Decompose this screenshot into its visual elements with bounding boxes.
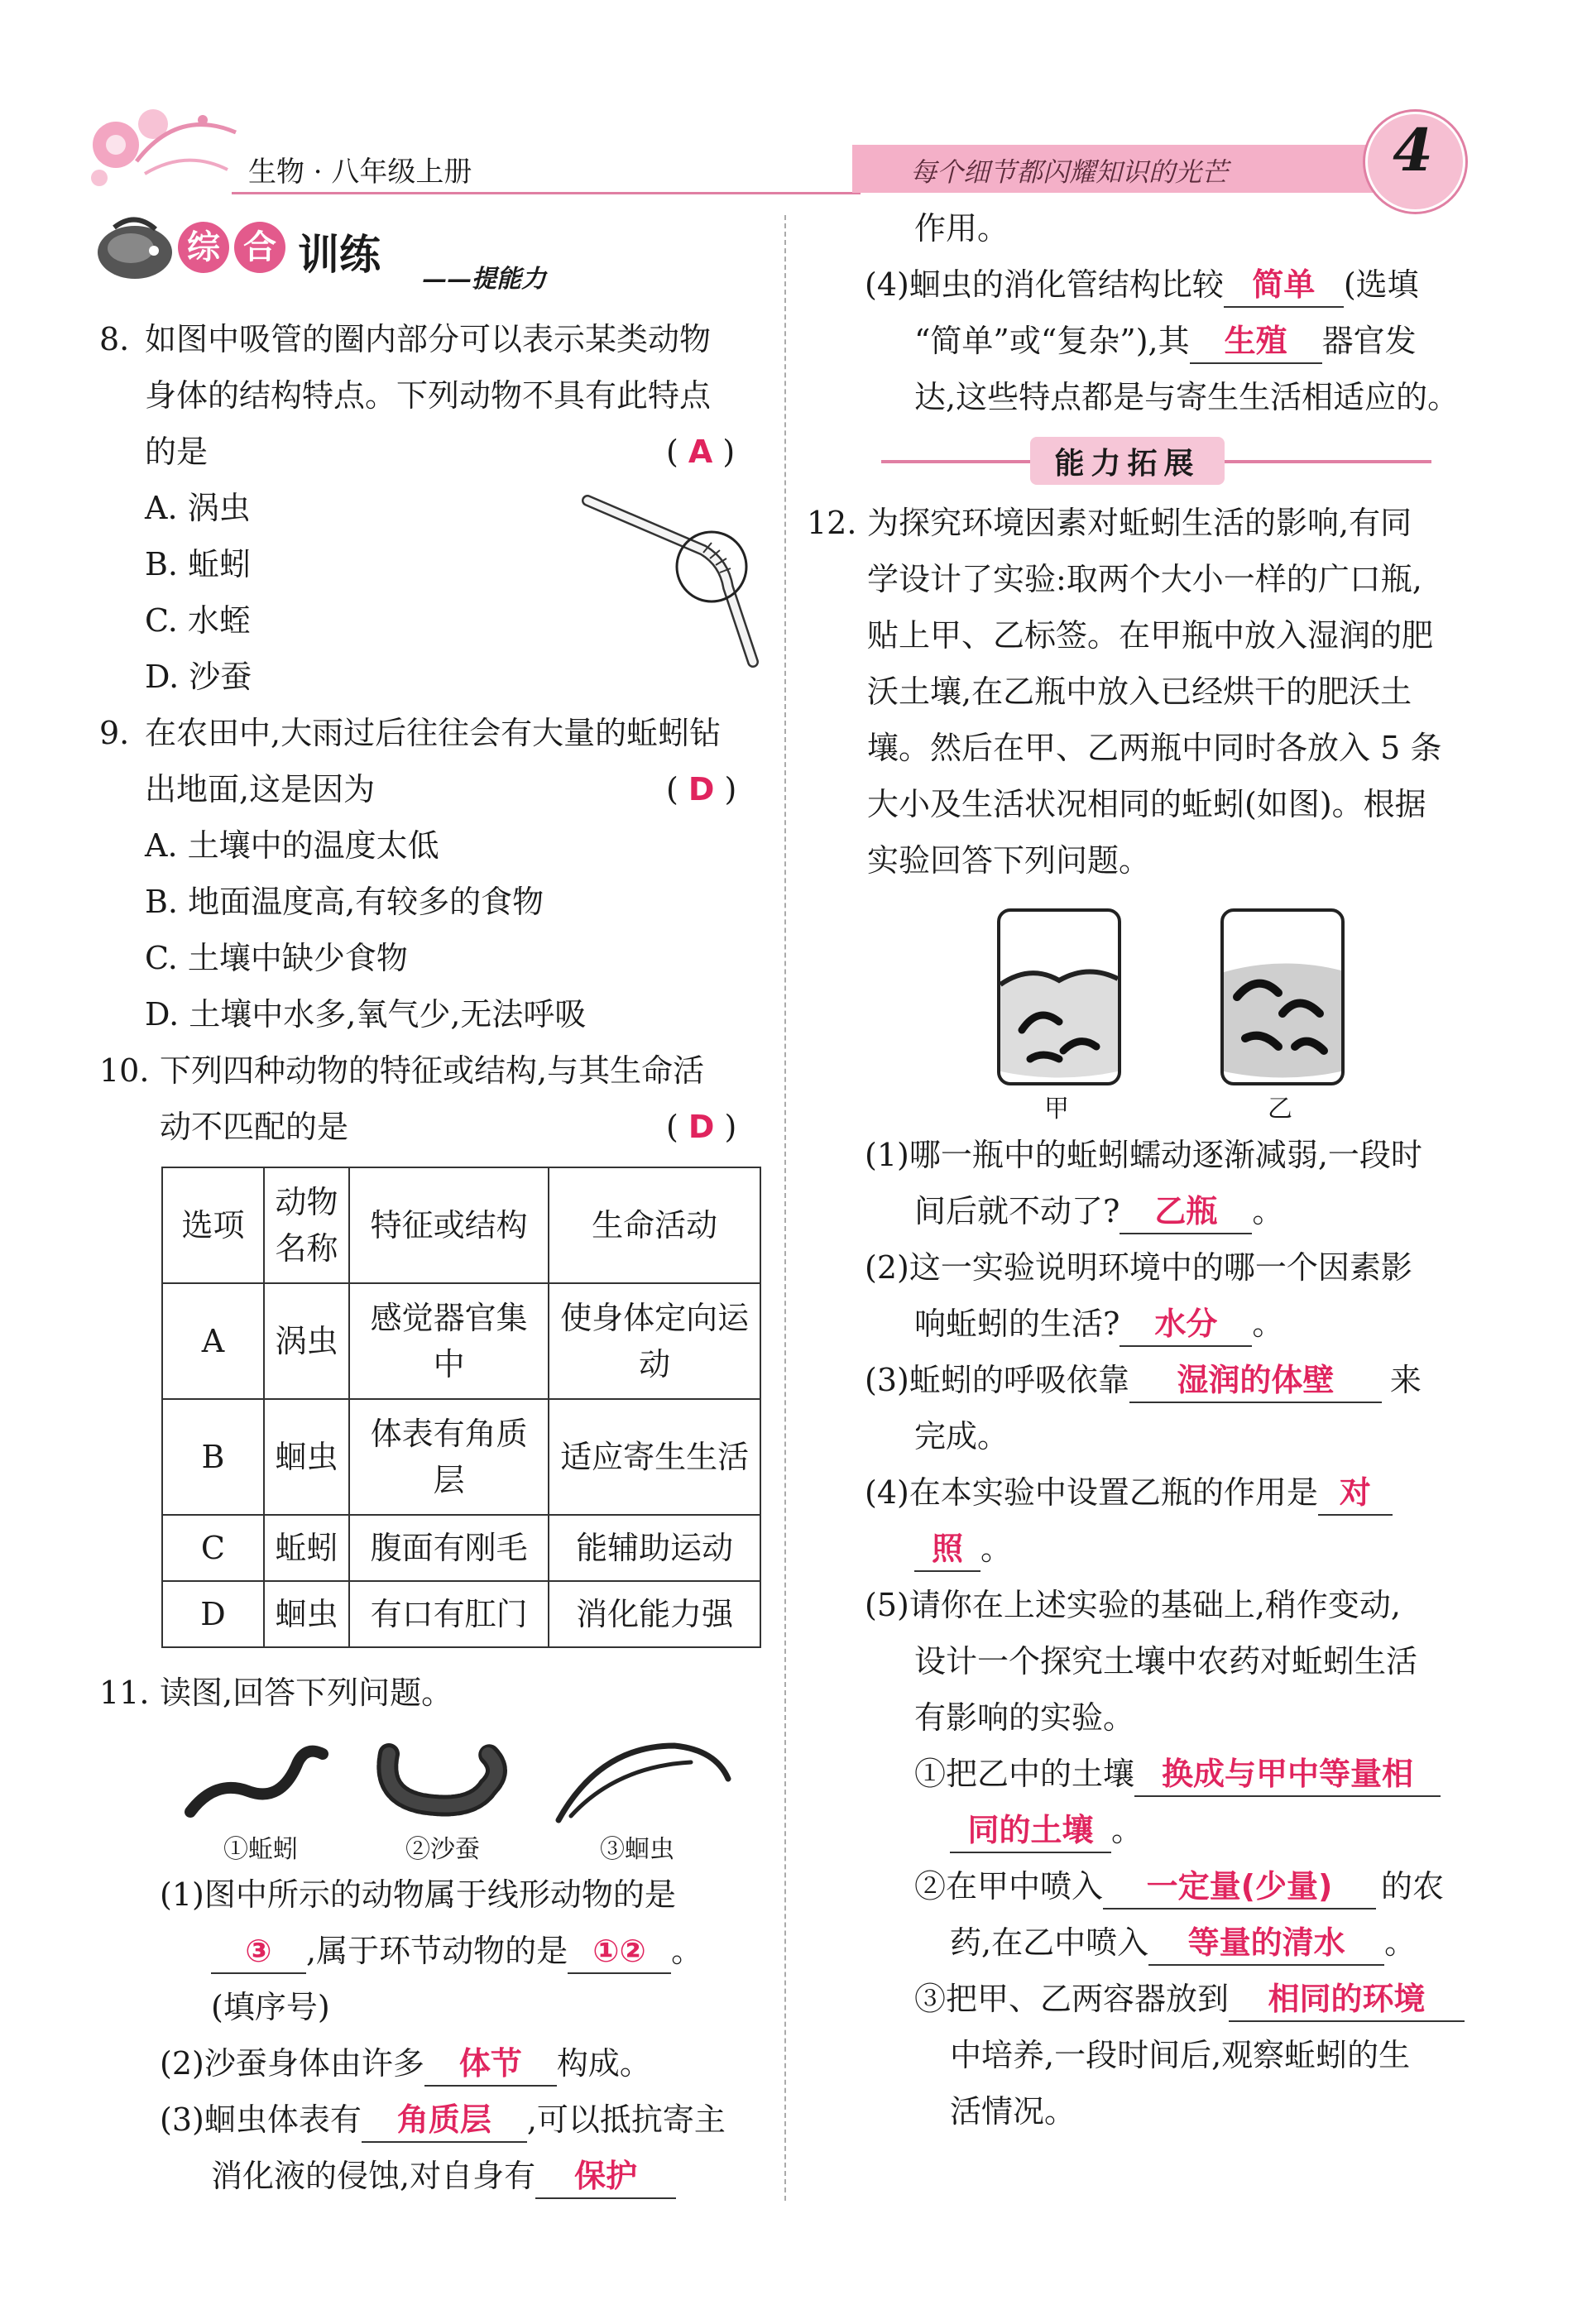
q12-p5-line3: 有影响的实验。 <box>914 1699 1135 1736</box>
q9-option: D. 土壤中水多,氧气少,无法呼吸 <box>145 996 587 1033</box>
q8-line2: 身体的结构特点。下列动物不具有此特点 <box>145 377 712 414</box>
q11-p4-line3: 达,这些特点都是与寄生生活相适应的。 <box>914 379 1460 415</box>
q11-p1-text: ,属于环节动物的是 <box>306 1933 568 1969</box>
q9-answer-bracket: ( D ) <box>666 771 737 807</box>
q12-s3-line3: 活情况。 <box>950 2093 1076 2130</box>
q11-stem: 读图,回答下列问题。 <box>160 1675 453 1711</box>
section2-rule-right <box>1225 460 1431 463</box>
q12-p1-line1: (1)哪一瓶中的蚯蚓蠕动逐渐减弱,一段时 <box>865 1137 1422 1173</box>
q11-p4-answer1: 简单 <box>1252 266 1316 303</box>
q12-line: 学设计了实验:取两个大小一样的广口瓶, <box>867 561 1422 597</box>
q12-s2-text2: 药,在乙中喷入 <box>950 1924 1149 1961</box>
q9-option: A. 土壤中的温度太低 <box>145 827 439 864</box>
q10-line1: 下列四种动物的特征或结构,与其生命活 <box>160 1052 705 1089</box>
nereis-figure <box>364 1721 521 1828</box>
jar-yi <box>1212 906 1353 1088</box>
q10-table <box>161 1167 761 1648</box>
q12-line: 大小及生活状况相同的蚯蚓(如图)。根据 <box>867 786 1426 822</box>
q8-number: 8. <box>99 321 130 357</box>
q8-line1: 如图中吸管的圈内部分可以表示某类动物 <box>145 321 712 357</box>
q12-p2-line1: (2)这一实验说明环境中的哪一个因素影 <box>865 1249 1412 1286</box>
book-title: 生物 · 八年级上册 <box>248 156 472 189</box>
q12-p2-answer: 水分 <box>1154 1306 1218 1342</box>
table-cell: D <box>162 1581 264 1647</box>
q11-p1-answer2: ①② <box>592 1933 646 1969</box>
q9-line2: 出地面,这是因为 <box>145 771 376 807</box>
q12-p3-answer: 湿润的体壁 <box>1177 1362 1335 1398</box>
q11-p4-text2: “简单”或“复杂”),其 <box>914 323 1190 359</box>
table-row <box>162 1581 760 1647</box>
q9-option: B. 地面温度高,有较多的食物 <box>145 884 544 920</box>
q8-line3: 的是 <box>145 434 209 470</box>
q12-line: 为探究环境因素对蚯蚓生活的影响,有同 <box>867 505 1412 541</box>
q12-s3-line1 <box>914 1971 1465 2027</box>
q12-p5-line2: 设计一个探究土壤中农药对蚯蚓生活 <box>914 1643 1418 1680</box>
q12-s1-answer2: 同的土壤 <box>967 1812 1094 1848</box>
q12-s1-end: 。 <box>1111 1812 1144 1848</box>
q12-p1-answer: 乙瓶 <box>1154 1193 1218 1229</box>
table-cell: A <box>162 1283 264 1399</box>
table-cell: 体表有角质层 <box>349 1399 549 1515</box>
roundworm-figure <box>550 1729 732 1828</box>
table-cell: B <box>162 1399 264 1515</box>
q12-p3-text: (3)蚯蚓的呼吸依靠 <box>865 1362 1129 1398</box>
q11-p3-mid: ,可以抵抗寄主 <box>526 2101 726 2138</box>
q12-s2-text: ②在甲中喷入 <box>914 1868 1104 1905</box>
table-cell: 消化能力强 <box>549 1581 760 1647</box>
flower-decoration <box>79 91 244 199</box>
earthworm-figure <box>182 1729 331 1828</box>
q11-p4-line2 <box>914 313 1417 369</box>
q11-p3-text2: 消化液的侵蚀,对自身有 <box>211 2158 536 2194</box>
table-row <box>162 1515 760 1581</box>
q12-s2-answer2: 等量的清水 <box>1187 1924 1345 1961</box>
table-row <box>162 1283 760 1399</box>
table-cell: 蛔虫 <box>264 1399 349 1515</box>
q12-line: 壤。然后在甲、乙两瓶中同时各放入 5 条 <box>867 730 1442 766</box>
table-cell: 蛔虫 <box>264 1581 349 1647</box>
q11-p3-text: (3)蛔虫体表有 <box>160 2101 362 2138</box>
q11-p3-line3: 作用。 <box>914 210 1009 247</box>
q11-p2-text: (2)沙蚕身体由许多 <box>160 2045 424 2082</box>
q8-option: A. 涡虫 <box>145 490 251 526</box>
q8-option: B. 蚯蚓 <box>145 546 252 582</box>
q11-p4-end: 器官发 <box>1321 323 1417 359</box>
table-cell: 能辅助运动 <box>549 1515 760 1581</box>
q11-p3-line1 <box>160 2092 726 2148</box>
q12-p2-line2 <box>914 1296 1283 1352</box>
q12-s1-answer1: 换成与甲中等量相 <box>1162 1756 1414 1792</box>
q8-option: D. 沙蚕 <box>145 659 252 695</box>
q12-p2-text: 响蚯蚓的生活? <box>914 1306 1120 1342</box>
q12-p1-text: 间后就不动了? <box>914 1193 1120 1229</box>
q8-option: C. 水蛭 <box>145 602 251 639</box>
table-cell: 有口有肛门 <box>349 1581 549 1647</box>
q12-p3-end: 来 <box>1389 1362 1422 1398</box>
column-divider <box>784 215 786 2201</box>
q12-p3-line1 <box>865 1352 1422 1408</box>
q11-p1-answer1: ③ <box>245 1933 272 1969</box>
q12-p2-end: 。 <box>1252 1306 1284 1342</box>
table-cell: 感觉器官集中 <box>349 1283 549 1399</box>
q11-p1-line1: (1)图中所示的动物属于线形动物的是 <box>160 1876 676 1913</box>
jar-label: 乙 <box>1268 1095 1292 1124</box>
q10-number: 10. <box>99 1052 150 1089</box>
q12-s2-line2 <box>950 1914 1416 1971</box>
q12-p4-line1 <box>865 1464 1393 1521</box>
figure-caption: ①蚯蚓 <box>223 1835 298 1864</box>
q12-number: 12. <box>807 505 857 541</box>
q12-s1-line2 <box>950 1802 1143 1858</box>
q9-option: C. 土壤中缺少食物 <box>145 940 408 976</box>
fish-icon <box>89 211 180 285</box>
section2-title: 能力拓展 <box>1054 447 1201 481</box>
q10-line2: 动不匹配的是 <box>160 1109 349 1145</box>
q11-p2-answer: 体节 <box>458 2045 522 2082</box>
q11-p1-end: 。 <box>671 1933 703 1969</box>
q12-s1-line1 <box>914 1746 1441 1802</box>
q12-p4-end: 。 <box>980 1531 1013 1567</box>
q11-p4-mid: (选填 <box>1343 266 1419 303</box>
q12-line: 贴上甲、乙标签。在甲瓶中放入湿润的肥 <box>867 617 1434 654</box>
q12-s3-text: ③把甲、乙两容器放到 <box>914 1981 1230 2017</box>
q8-answer: A <box>688 434 713 470</box>
q12-p4-line2 <box>914 1521 1012 1577</box>
q11-p1-line2 <box>211 1923 702 1979</box>
q9-answer: D <box>688 771 715 807</box>
q11-p2-end: 构成。 <box>556 2045 651 2082</box>
q12-p4-answer1: 对 <box>1339 1474 1371 1511</box>
figure-caption: ③蛔虫 <box>600 1835 674 1864</box>
q9-line1: 在农田中,大雨过后往往会有大量的蚯蚓钻 <box>145 715 722 751</box>
q12-s1-text: ①把乙中的土壤 <box>914 1756 1135 1792</box>
table-cell: 腹面有刚毛 <box>349 1515 549 1581</box>
q12-line: 沃土壤,在乙瓶中放入已经烘干的肥沃土 <box>867 673 1412 710</box>
q12-p1-line2 <box>914 1183 1283 1239</box>
q11-p4-line1 <box>865 256 1419 313</box>
q11-p4-text: (4)蛔虫的消化管结构比较 <box>865 266 1224 303</box>
q12-s3-answer: 相同的环境 <box>1268 1981 1426 2017</box>
q10-answer: D <box>688 1109 715 1145</box>
q11-p2 <box>160 2035 651 2092</box>
table-row <box>162 1399 760 1515</box>
header-rule-left <box>232 192 861 194</box>
q12-s3-line2: 中培养,一段时间后,观察蚯蚓的生 <box>950 2037 1411 2073</box>
badge-zong: 综 <box>178 222 229 273</box>
q11-p1-line3: (填序号) <box>211 1989 330 2025</box>
q12-s2-answer1: 一定量(少量) <box>1146 1868 1333 1905</box>
q9-number: 9. <box>99 715 130 751</box>
jar-jia <box>989 906 1129 1088</box>
q10-answer-bracket: ( D ) <box>666 1109 737 1145</box>
jar-label: 甲 <box>1044 1095 1069 1124</box>
badge-he: 合 <box>234 222 285 273</box>
table-cell: 适应寄生生活 <box>549 1399 760 1515</box>
table-cell: 蚯蚓 <box>264 1515 349 1581</box>
section1-title: 训练 <box>298 231 381 279</box>
q12-p3-line2: 完成。 <box>914 1418 1009 1454</box>
slogan: 每个细节都闪耀知识的光芒 <box>910 156 1229 188</box>
straw-figure <box>579 488 770 670</box>
q11-p3-answer2: 保护 <box>574 2158 638 2194</box>
page-number: 4 <box>1393 116 1433 184</box>
figure-caption: ②沙蚕 <box>405 1835 480 1864</box>
q11-p3-line2 <box>211 2148 676 2204</box>
table-header-cell: 动物名称 <box>264 1167 349 1283</box>
table-header-cell: 特征或结构 <box>349 1167 549 1283</box>
q11-p3-answer1: 角质层 <box>396 2101 491 2138</box>
table-cell: 使身体定向运动 <box>549 1283 760 1399</box>
q12-p4-answer2: 照 <box>931 1531 963 1567</box>
table-header-row <box>162 1167 760 1283</box>
q12-p5-line1: (5)请你在上述实验的基础上,稍作变动, <box>865 1587 1401 1623</box>
section1-subtitle: ——提能力 <box>422 265 546 294</box>
q12-s2-end: 。 <box>1384 1924 1417 1961</box>
q11-p4-answer2: 生殖 <box>1224 323 1287 359</box>
q12-s2-line1 <box>914 1858 1444 1914</box>
q12-line: 实验回答下列问题。 <box>867 842 1151 879</box>
table-header-cell: 生命活动 <box>549 1167 760 1283</box>
q11-number: 11. <box>99 1675 150 1711</box>
q8-answer-bracket: ( A ) <box>666 434 736 470</box>
q12-p4-text: (4)在本实验中设置乙瓶的作用是 <box>865 1474 1318 1511</box>
q12-p1-end: 。 <box>1252 1193 1284 1229</box>
table-cell: 涡虫 <box>264 1283 349 1399</box>
table-cell: C <box>162 1515 264 1581</box>
q12-s2-mid: 的农 <box>1381 1868 1445 1905</box>
section2-rule-left <box>881 460 1030 463</box>
table-header-cell: 选项 <box>162 1167 264 1283</box>
